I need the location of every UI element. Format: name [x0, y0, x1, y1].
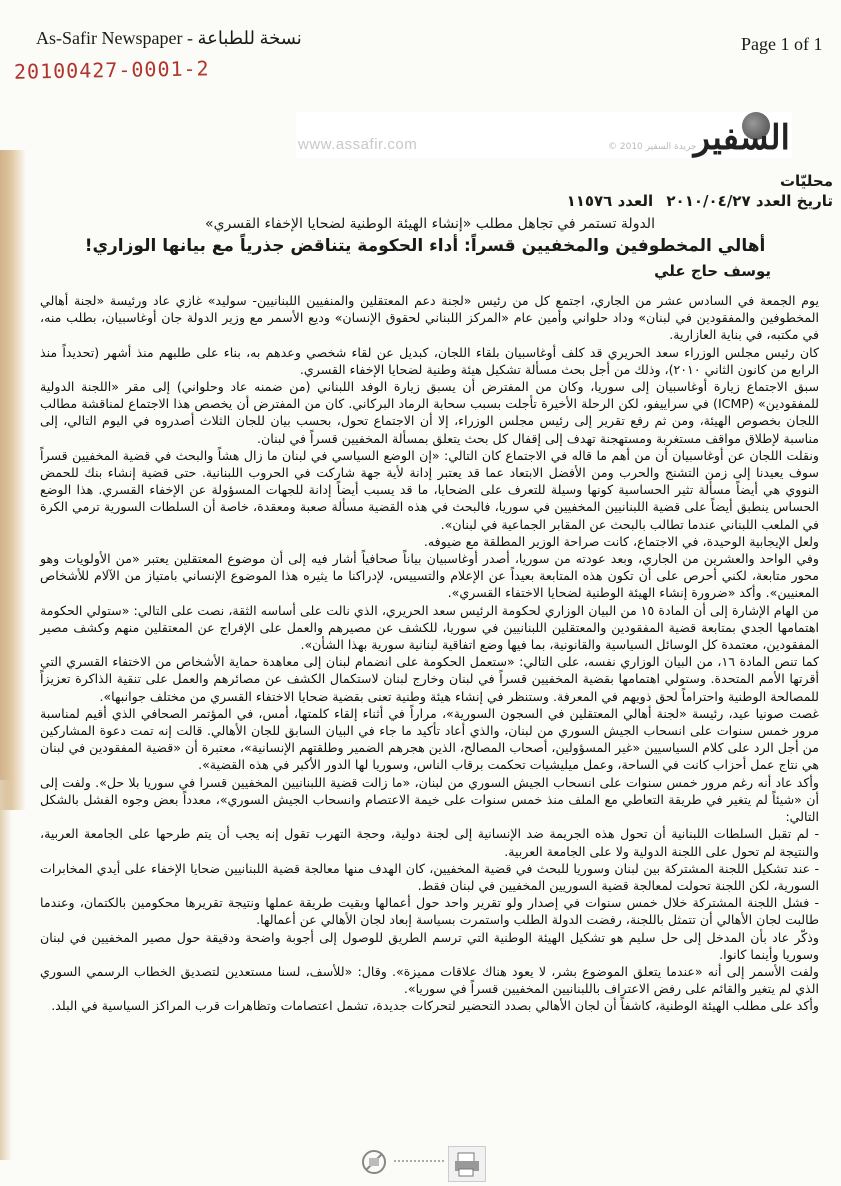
article-paragraph: كان رئيس مجلس الوزراء سعد الحريري قد كلف أوغاسبيان بلقاء اللجان، كبديل عن لقاء شخصي وعدهم به، بناء على طلبهم منذ أشهر (تحديداً منذ الرابع من كانون الثاني ٢٠١٠)، وذلك من أجل بحث مسألة تشكيل هيئة وطنية لضحايا الإخفاء القسري. — [40, 344, 819, 377]
article-paragraph: من الهام الإشارة إلى أن المادة ١٥ من البيان الوزاري لحكومة الرئيس سعد الحريري، الذي نالت على أساسه الثقة، نصت على التالي: «ستولي الحكومة اهتمامها الجدي بمتابعة قضية المفقودين والمعتقلين اللبنانيين في سوريا، للكشف عن مصيرهم والعمل على الإفراج عن المعتقلين منهم وكشف مصير المفقودين، معتمدة كل الوسائل السياسية والقانونية، بما فيها وضع اتفاقية لبنانية سورية بهذا الشأن». — [40, 602, 819, 653]
newspaper-logo: السفير — [693, 118, 790, 158]
article-paragraph: غصت صونيا عيد، رئيسة «لجنة أهالي المعتقلين في السجون السورية»، مراراً في أثناء إلقاء كلمتها، أمس، في المؤتمر الصحافي الذي أقيم لمناسبة مرور خمس سنوات على انسحاب الجيش السوري من لبنان، والذي أعاد تأكيد ما جاء في البيان السابق للجان الأهالي. قالت إنه تمت دعوة المشاركين من أجل الرد على كلام السياسيين «غير المسؤولين، أصحاب المصالح، الذين هجرهم الضمير وطلقتهم الإنسانية»، معتبرة أن «قضية المفقودين في لبنان هي نتاج عمل أحزاب كانت في الساحة، وعمل ميليشيات تحكمت برقاب الناس، وسوريا لها الدور الأكبر في هذه القضية». — [40, 705, 819, 773]
paper-stain — [0, 150, 26, 810]
article-kicker: الدولة تستمر في تجاهل مطلب «إنشاء الهيئة الوطنية لضحايا الإخفاء القسري» — [205, 216, 655, 232]
print-header: As-Safir Newspaper - نسخة للطباعة — [36, 28, 302, 48]
newspaper-masthead[interactable] — [296, 112, 792, 158]
dotted-separator — [394, 1160, 444, 1162]
section-name: محليّات — [779, 172, 833, 190]
article-author: يوسف حاج علي — [654, 262, 771, 280]
paper-stain-lower — [0, 780, 12, 1160]
article-paragraph: - لم تقبل السلطات اللبنانية أن تحول هذه الجريمة ضد الإنسانية إلى لجنة دولية، وحجة التهرب تقول إنه يجب أن يتم طرحها على الجامعة العربية، والنتيجة لم تحول على اللجنة الدولية ولا على الجامعة العربية. — [40, 826, 819, 859]
print-icon[interactable] — [448, 1146, 486, 1182]
article-paragraph: - عند تشكيل اللجنة المشتركة بين لبنان وسوريا للبحث في قضية المخفيين، كان الهدف منها معالجة قضية اللبنانيين ضحايا الإخفاء على أيدي المخابرات السورية، لكن اللجنة تحولت لمعالجة قضية السوريين المخفيين في لبنان فقط. — [40, 860, 819, 893]
masthead-url[interactable]: www.assafir.com — [298, 136, 418, 153]
article-body — [40, 292, 819, 1015]
handwritten-reference: 20100427-0001-2 — [13, 56, 210, 84]
article-paragraph: وأكد عاد أنه رغم مرور خمس سنوات على انسحاب الجيش السوري من لبنان، «ما زالت قضية اللبنانيين المخفيين قسرا في سوريا بلا حل». ولفت إلى أن «شيئاً لم يتغير في طريقة التعاطي مع الملف منذ خمس سنوات على خيمة الاعتصام وانسحاب الجيش السوري»، معدداً بعض وجوه الفشل بالشكل التالي: — [40, 774, 819, 825]
article-paragraph: ولعل الإيجابية الوحيدة، في الاجتماع، كانت صراحة الوزير المطلقة مع ضيوفه. — [423, 533, 819, 549]
article-paragraph: ونقلت اللجان عن أوغاسبيان أن من أهم ما قاله في الاجتماع كان التالي: «إن الوضع السياسي في لبنان ما زال هشاً والبحث في قضية المخفيين قسراً سوف يعيدنا إلى زمن التشنج والحرب ومن الأفضل الابتعاد عما قد يعتبر إدانة لأية جهة شاركت في الحروب اللبنانية. حتى قضية إنشاء بنك للحمض النووي هي أيضاً مسألة تثير الحساسية كونها وسيلة للتعرف على الضحايا، ما قد يسبب أيضاً إدانة للجهات المسؤولة عن الإخفاء القسري. هذا الوضع الحساس ينطبق أيضاً على قضية اللبنانيين المخفيين في سوريا، فالبحث في هذه القضية مسألة صعبة ومعقدة، خاصة أن السلطات السورية ترمي الكرة في الملعب اللبناني عندما تطالب بالبحث عن المقابر الجماعية في لبنان». — [40, 447, 819, 532]
article-paragraph: يوم الجمعة في السادس عشر من الجاري، اجتمع كل من رئيس «لجنة دعم المعتقلين والمنفيين اللبنانيين- سوليد» غازي عاد ورئيسة «لجنة أهالي المخطوفين والمفقودين في لبنان» وداد حلواني وأمين عام «المركز اللبناني لحقوق الإنسان» وديع الأسمر مع وزير الدولة جان أوغاسبيان، بطلب منه، في مكتبه، في بناية العازارية. — [40, 293, 819, 343]
page-number: Page 1 of 1 — [741, 34, 823, 54]
masthead-copyright: © 2010 جريدة السفير — [608, 142, 697, 152]
issue-number: العدد ١١٥٧٦ — [566, 192, 654, 210]
article-paragraph: كما تنص المادة ١٦، من البيان الوزاري نفسه، على التالي: «ستعمل الحكومة على انضمام لبنان إلى معاهدة حماية الأشخاص من الاختفاء القسري التي أقرتها الأمم المتحدة. وستولي اهتمامها بقضية المخفيين قسراً في لبنان وخارج لبنان لاستكمال الكشف عن مصائرهم والعمل على تنقية الذاكرة تعزيزاً للمصالحة الوطنية واحتراماً لحق ذويهم في المعرفة. وستنظر في إنشاء هيئة وطنية تعنى بقضية ضحايا الاختفاء القسري من مختلف جوانبها». — [40, 654, 819, 704]
article-headline: أهالي المخطوفين والمخفيين قسراً: أداء الحكومة يتناقض جذرياً مع بيانها الوزاري! — [84, 236, 766, 256]
article-paragraph: وفي الواحد والعشرين من الجاري، وبعد عودته من سوريا، أصدر أوغاسبيان بياناً صحافياً أشار فيه إلى أن موضوع المعتقلين يعتبر «من الأولويات وهو محور متابعة، لكني أحرص على أن تكون هذه المتابعة بعيداً عن الإعلام والتسييس، لإدراكنا ما يثيره هذا الموضوع الإنساني بامتياز من الآلام للأشخاص المعنيين». وأكد «ضرورة إنشاء الهيئة الوطنية لضحايا الاختفاء القسري». — [40, 551, 819, 601]
article-paragraph: ولفت الأسمر إلى أنه «عندما يتعلق الموضوع بشر، لا يعود هناك علاقات مميزة». وقال: «للأسف، لسنا مستعدين لتصديق الخطاب الرسمي السوري الذي لم يتغير والقائم على رفض الاعتراف باللبنانيين المخفيين قسراً في سوريا». — [40, 963, 819, 997]
article-paragraph: وأكد على مطلب الهيئة الوطنية، كاشفاً أن لجان الأهالي بصدد التحضير لتحركات جديدة، تشمل اعتصامات وتظاهرات قرب المراكز السياسية في البلد. — [51, 998, 819, 1014]
dateline — [559, 192, 833, 210]
no-print-icon[interactable] — [360, 1148, 388, 1176]
article-paragraph: وذكّر عاد بأن المدخل إلى حل سليم هو تشكيل الهيئة الوطنية التي ترسم الطريق للوصول إلى أجوبة واضحة ودقيقة حول مصير المخفيين في لبنان وسوريا وأينما كانوا. — [40, 929, 819, 962]
footer-icons — [356, 1146, 496, 1182]
article-paragraph: - فشل اللجنة المشتركة خلال خمس سنوات في إصدار ولو تقرير واحد حول أعمالها وبقيت طريقة عملها ونتيجة تقريرها محكومين بالكتمان، وعندما طالبت لجان الأهالي أن تتمثل باللجنة، رفضت الدولة الطلب واستمرت بسياسة إبعاد لجان الأهالي عن أعمالها. — [40, 895, 819, 928]
article-paragraph: سبق الاجتماع زيارة أوغاسبيان إلى سوريا، وكان من المفترض أن يسبق زيارة الوفد اللبناني (من ضمنه عاد وحلواني) إلى مقر «اللجنة الدولية للمفقودين» (ICMP) في سراييفو، لكن الرحلة الأخيرة تأجلت بسبب سحابة الرماد البركاني. كان من المفترض أن يخصص هذا الاجتماع لمناقشة مطالب اللجان بخصوص الهيئة، ومن ثم رفع تقرير إلى رئيس مجلس الوزراء، إلا أن الاجتماع تحول، بحسب بيان للجان الثلاث أصدروه في اليوم التالي، إلى مناسبة لإطلاق مواقف مستغربة ومستهجنة تهدف إلى إقفال كل بحث يتعلق بمسألة المخفيين قسراً في لبنان. — [40, 379, 819, 446]
issue-date: تاريخ العدد ٢٠١٠/٠٤/٢٧ — [666, 192, 833, 210]
